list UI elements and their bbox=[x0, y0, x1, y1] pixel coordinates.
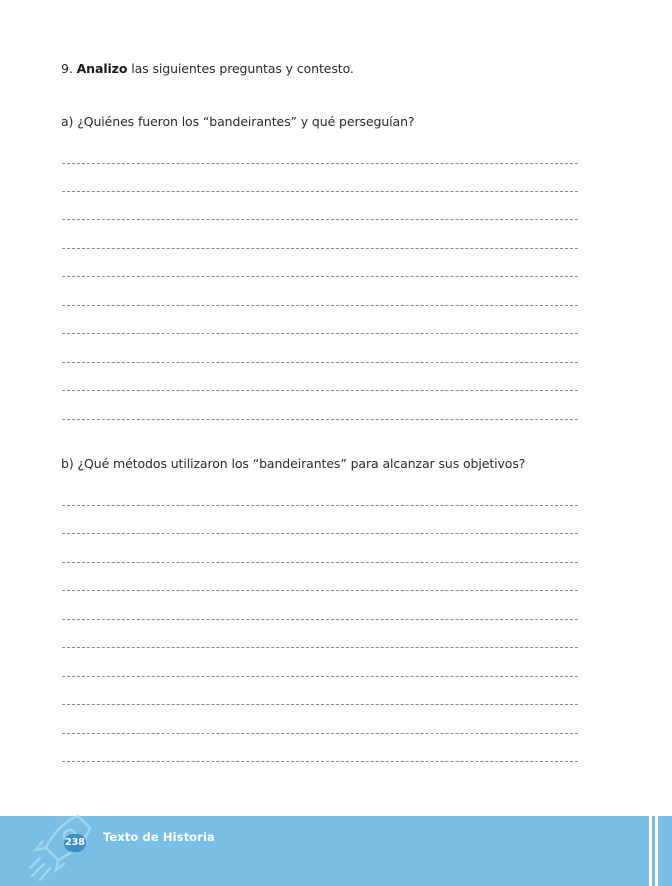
answer-line[interactable] bbox=[62, 276, 578, 277]
answer-line[interactable] bbox=[62, 619, 578, 620]
answer-line[interactable] bbox=[62, 390, 578, 391]
page-number: 238 bbox=[64, 834, 86, 852]
answer-line[interactable] bbox=[62, 333, 578, 334]
footer-stripe bbox=[655, 816, 658, 886]
answer-line[interactable] bbox=[62, 362, 578, 363]
answer-line[interactable] bbox=[62, 761, 578, 762]
answer-line[interactable] bbox=[62, 533, 578, 534]
instruction bbox=[61, 61, 354, 76]
question-a: a) ¿Quiénes fueron los “bandeirantes” y qué perseguían? bbox=[61, 114, 415, 129]
answer-line[interactable] bbox=[62, 219, 578, 220]
answer-line[interactable] bbox=[62, 562, 578, 563]
instruction-text: las siguientes preguntas y contesto. bbox=[131, 61, 354, 76]
answer-line[interactable] bbox=[62, 676, 578, 677]
question-b: b) ¿Qué métodos utilizaron los “bandeirantes” para alcanzar sus objetivos? bbox=[61, 456, 526, 471]
answer-line[interactable] bbox=[62, 704, 578, 705]
instruction-verb: Analizo bbox=[76, 61, 128, 76]
answer-line[interactable] bbox=[62, 647, 578, 648]
answer-line[interactable] bbox=[62, 163, 578, 164]
rocket-icon bbox=[22, 806, 102, 886]
answer-line[interactable] bbox=[62, 305, 578, 306]
footer-stripe bbox=[649, 816, 652, 886]
book-title: Texto de Historia bbox=[103, 830, 215, 844]
answer-line[interactable] bbox=[62, 590, 578, 591]
answer-line[interactable] bbox=[62, 248, 578, 249]
instruction-number: 9. bbox=[61, 61, 73, 76]
answer-line[interactable] bbox=[62, 505, 578, 506]
answer-line[interactable] bbox=[62, 733, 578, 734]
answer-line[interactable] bbox=[62, 191, 578, 192]
answer-line[interactable] bbox=[62, 419, 578, 420]
